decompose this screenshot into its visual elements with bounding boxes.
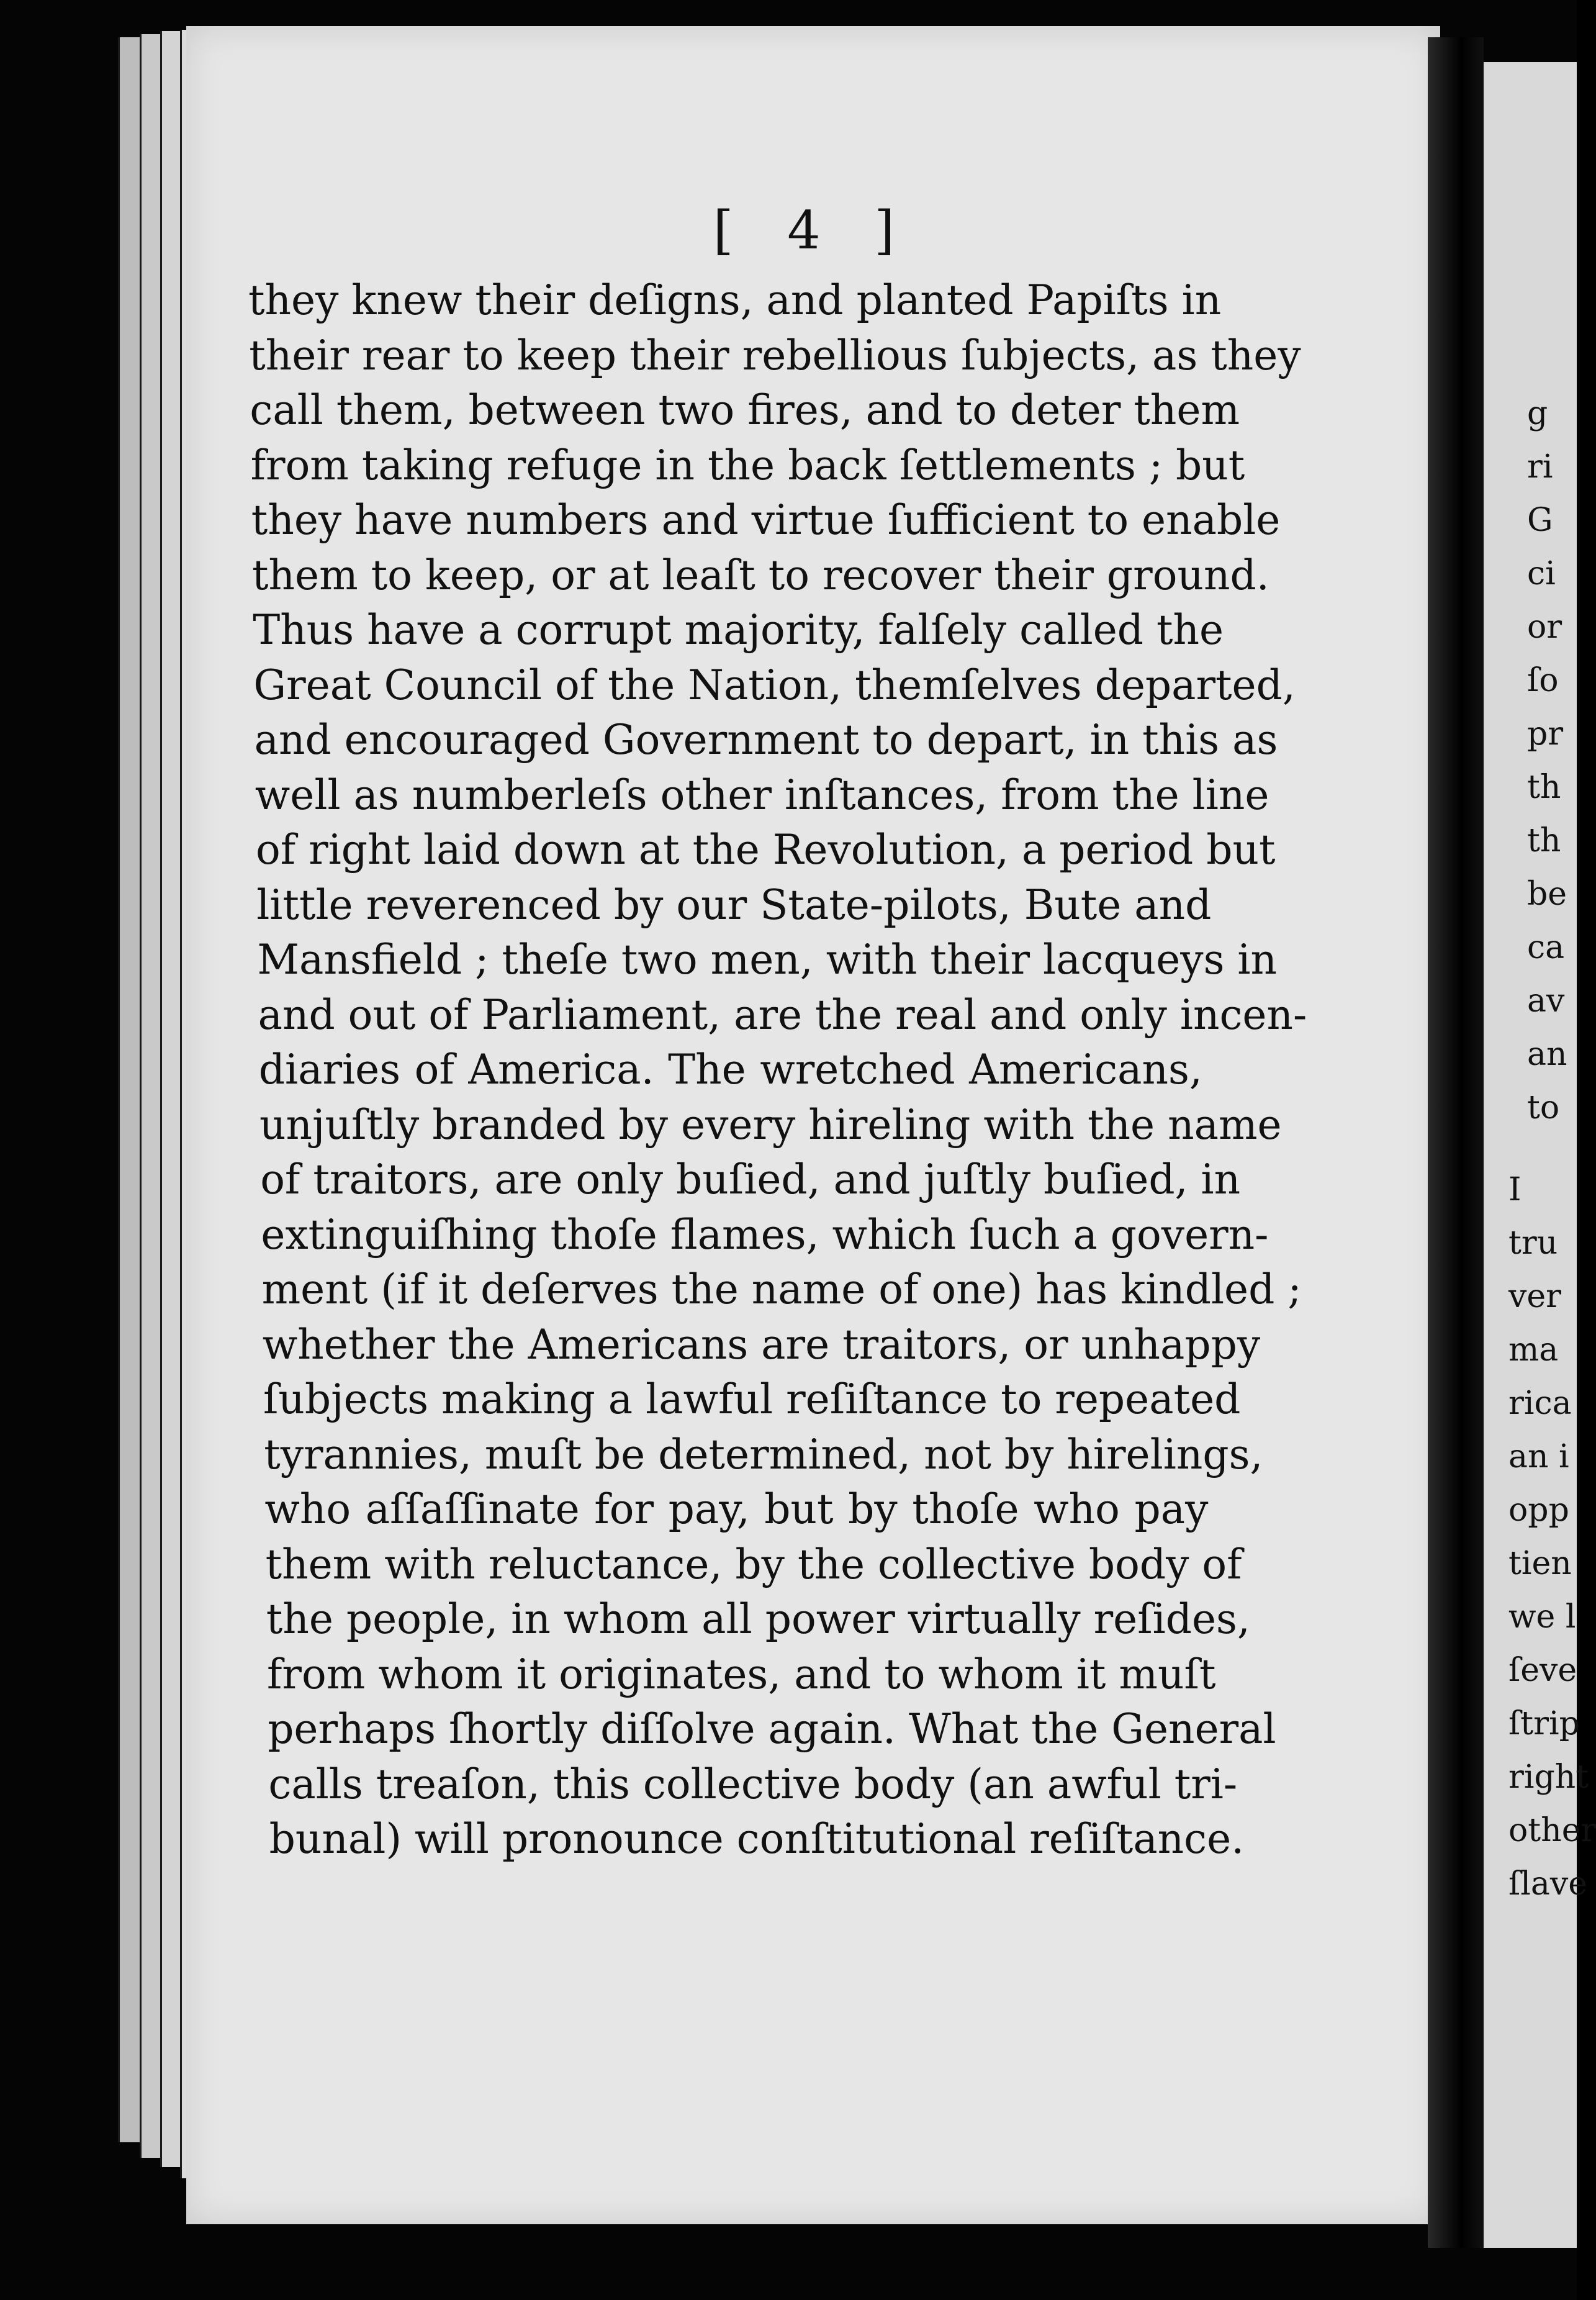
text-line: Thus have a corrupt majority, falſely called the — [253, 606, 1224, 654]
text-line: diaries of America. The wretched Americans, — [258, 1046, 1202, 1093]
text-line: ſubjects making a lawful reſiſtance to repeated — [263, 1375, 1241, 1423]
facing-text-fragment: th — [1527, 822, 1561, 859]
text-line: from taking refuge in the back ſettlements ; but — [250, 441, 1245, 489]
facing-text-fragment: ri — [1527, 448, 1553, 486]
facing-text-fragment: th — [1527, 769, 1561, 806]
facing-text-fragment: or — [1527, 609, 1562, 646]
facing-text-fragment: pr — [1527, 715, 1564, 753]
facing-text-fragment: ma — [1508, 1331, 1559, 1369]
facing-text-fragment: opp — [1508, 1492, 1569, 1529]
facing-text-fragment: an i — [1508, 1438, 1569, 1475]
facing-text-fragment: tien — [1508, 1545, 1572, 1582]
text-line: they have numbers and virtue ſufficient to enable — [251, 496, 1281, 544]
text-line: well as numberleſs other inſtances, from the line — [255, 771, 1269, 819]
page-number-header: [ 4 ] — [713, 200, 914, 261]
facing-text-fragment: to — [1527, 1089, 1560, 1126]
text-line: little reverenced by our State-pilots, Bute and — [256, 881, 1212, 929]
facing-text-fragment: ci — [1527, 555, 1556, 592]
facing-text-fragment: tru — [1508, 1225, 1558, 1262]
facing-text-fragment: right — [1508, 1759, 1589, 1796]
text-line: who aſſaſſinate for pay, but by thoſe who pay — [264, 1485, 1209, 1533]
facing-text-fragment: other — [1508, 1812, 1596, 1849]
text-line: and encouraged Government to depart, in this as — [254, 716, 1278, 764]
text-line: them with reluctance, by the collective body of — [265, 1540, 1242, 1588]
text-line: they knew their deſigns, and planted Papiſts in — [248, 276, 1222, 324]
facing-text-fragment: G — [1527, 502, 1553, 539]
text-line: Great Council of the Nation, themſelves departed, — [253, 661, 1296, 709]
text-line: of right laid down at the Revolution, a period but — [256, 826, 1276, 874]
text-line: of traitors, are only buſied, and juſtly buſied, in — [260, 1156, 1241, 1203]
text-line: ment (if it deſerves the name of one) has kindled ; — [261, 1265, 1302, 1313]
text-line: perhaps ſhortly diſſolve again. What the General — [268, 1705, 1276, 1753]
text-line: tyrannies, muſt be determined, not by hirelings, — [264, 1430, 1263, 1478]
facing-text-fragment: g — [1527, 395, 1548, 432]
text-line: whether the Americans are traitors, or unhappy — [262, 1320, 1261, 1369]
text-line: call them, between two fires, and to deter them — [250, 386, 1240, 434]
text-line: unjuſtly branded by every hireling with the name — [259, 1100, 1282, 1149]
text-line: the people, in whom all power virtually reſides, — [266, 1595, 1250, 1643]
facing-text-fragment: av — [1527, 982, 1565, 1020]
text-line: them to keep, or at leaſt to recover their ground. — [252, 551, 1269, 599]
facing-text-fragment: I — [1508, 1171, 1522, 1208]
text-line: their rear to keep their rebellious ſubjects, as they — [249, 331, 1301, 379]
facing-text-fragment: ver — [1508, 1278, 1562, 1315]
facing-text-fragment: ca — [1527, 929, 1565, 966]
text-line: calls treaſon, this collective body (an awful tri- — [268, 1760, 1238, 1808]
facing-text-fragment: ſtrip — [1508, 1705, 1580, 1742]
facing-text-fragment: ſo — [1527, 662, 1559, 699]
text-line: Mansfield ; theſe two men, with their lacqueys in — [257, 936, 1278, 984]
text-line: from whom it originates, and to whom it muſt — [267, 1650, 1216, 1698]
text-line: extinguiſhing thoſe flames, which ſuch a govern- — [261, 1210, 1269, 1259]
facing-page — [1484, 62, 1596, 2248]
facing-text-fragment: we l — [1508, 1598, 1576, 1636]
facing-text-fragment: ſlave — [1508, 1865, 1588, 1903]
book-gutter — [1428, 37, 1484, 2248]
facing-text-fragment: rica — [1508, 1385, 1572, 1422]
facing-text-fragment: an — [1527, 1036, 1567, 1073]
text-line: bunal) will pronounce conſtitutional reſiſtance. — [269, 1815, 1245, 1863]
facing-text-fragment: be — [1527, 876, 1567, 913]
text-line: and out of Parliament, are the real and only incen- — [258, 990, 1307, 1039]
facing-text-fragment: ſeve — [1508, 1652, 1577, 1689]
